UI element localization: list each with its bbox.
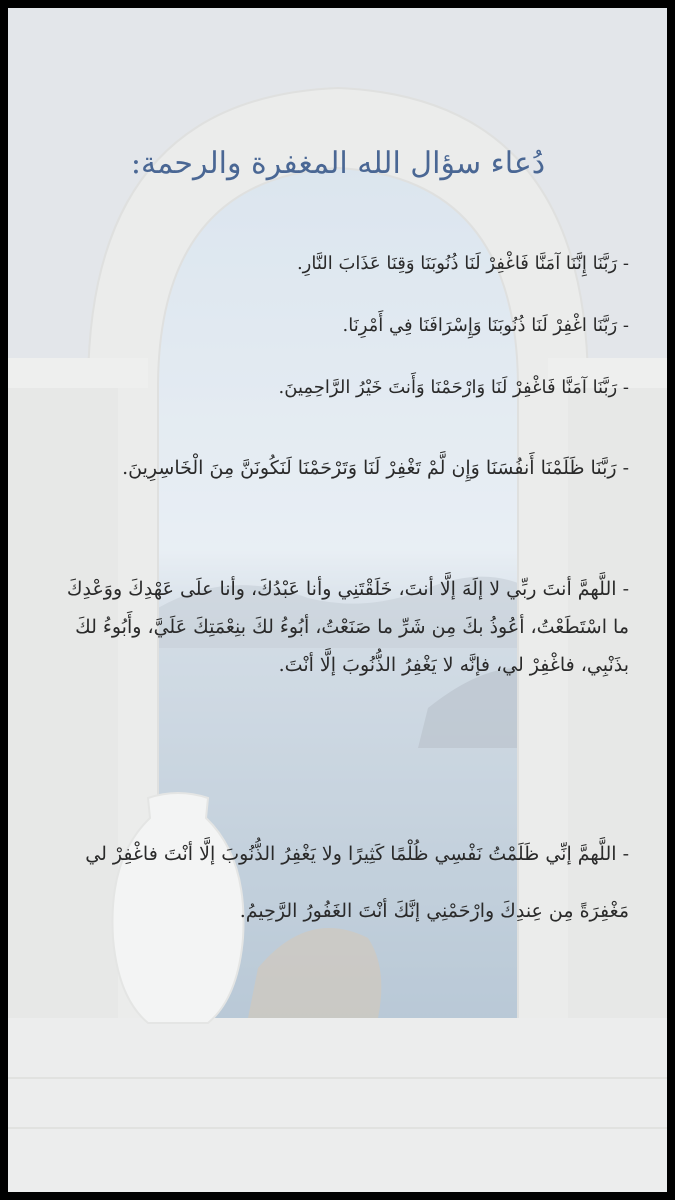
dua-line-5: - اللَّهمَّ أنتَ ربِّي لا إلَهَ إلَّا أنتَ، خَلَقْتَنِي وأنا عَبْدُكَ، وأنا علَى عَهْدِكَ ووَعْدِكَ ما اسْتَطَعْتُ، أعُوذُ بكَ مِن شَرِّ ما صَنَعْتُ، أبُوءُ لكَ بنِعْمَتِكَ عَلَيَّ، وأَبُوءُ لكَ بذَنْبِي، فاغْفِرْ لي، فإنَّه لا يَغْفِرُ الذُّنُوبَ إلَّا أنْتَ. (66, 578, 629, 676)
dua-content (8, 8, 667, 1192)
page-frame (8, 8, 667, 1192)
dua-line-4: - رَبَّنَا ظَلَمْنَا أَنفُسَنَا وَإِن لَّمْ تَغْفِرْ لَنَا وَتَرْحَمْنَا لَنَكُونَنَّ مِنَ الْخَاسِرِينَ. (122, 457, 629, 479)
dua-line-6: - اللَّهمَّ إنِّي ظَلَمْتُ نَفْسِي ظُلْمًا كَثِيرًا ولا يَغْفِرُ الذُّنُوبَ إلَّا أنْتَ فاغْفِرْ لي مَغْفِرَةً مِن عِندِكَ وارْحَمْنِي إنَّكَ أنْتَ الغَفُورُ الرَّحِيمُ. (85, 843, 629, 922)
page-title: دُعاء سؤال الله المغفرة والرحمة: (130, 146, 546, 181)
dua-line-2: - رَبَّنَا اغْفِرْ لَنَا ذُنُوبَنَا وَإِسْرَافَنَا فِي أَمْرِنَا. (342, 315, 629, 336)
dua-line-1: - رَبَّنَا إِنَّنَا آمَنَّا فَاغْفِرْ لَنَا ذُنُوبَنَا وَقِنَا عَذَابَ النَّارِ. (296, 253, 629, 274)
dua-line-3: - رَبَّنَا آمَنَّا فَاغْفِرْ لَنَا وَارْحَمْنَا وَأَنتَ خَيْرُ الرَّاحِمِينَ. (278, 377, 629, 398)
